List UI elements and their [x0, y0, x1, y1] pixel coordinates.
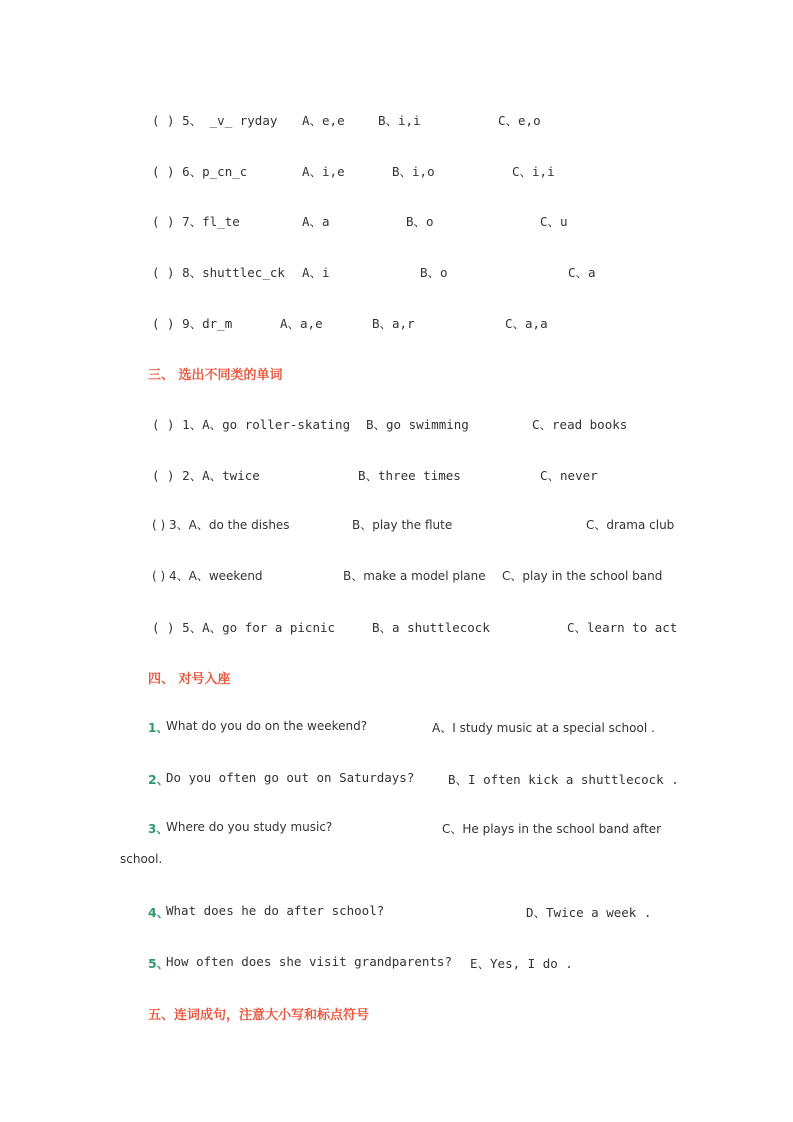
- question-text: ( ) 8、shuttlec_ck: [152, 265, 285, 280]
- question-text: What does he do after school?: [166, 903, 385, 918]
- table-row: [0, 567, 793, 587]
- section-heading: 四、 对号入座: [148, 672, 231, 687]
- question-text: ( ) 5、A、go for a picnic: [152, 620, 336, 635]
- option-b: B、make a model plane: [343, 569, 486, 583]
- option-a: A、a: [302, 214, 330, 229]
- option-a: A、i: [302, 265, 330, 280]
- question-text: ( ) 6、p_cn_c: [152, 164, 248, 179]
- item-number: 1、: [148, 721, 169, 735]
- option-b: B、i,o: [392, 164, 435, 179]
- item-number: 5、: [148, 956, 170, 971]
- answer-text: B、I often kick a shuttlecock .: [448, 772, 679, 787]
- question-text: What do you do on the weekend?: [166, 719, 368, 733]
- option-c: C、i,i: [512, 164, 555, 179]
- question-text: ( ) 9、dr_m: [152, 316, 233, 331]
- option-b: B、o: [406, 214, 434, 229]
- question-text: Where do you study music?: [166, 820, 333, 834]
- option-b: B、go swimming: [366, 417, 469, 432]
- list-item-continuation: [0, 852, 793, 872]
- item-number: 2、: [148, 772, 170, 787]
- option-c: C、drama club: [586, 518, 675, 532]
- option-b: B、play the flute: [352, 518, 453, 532]
- table-row: [0, 212, 793, 232]
- question-text: ( ) 1、A、go roller-skating: [152, 417, 351, 432]
- option-b: B、i,i: [378, 113, 421, 128]
- list-item: [0, 770, 793, 790]
- list-item: [0, 719, 793, 739]
- table-row: [0, 415, 793, 435]
- table-row: [0, 263, 793, 283]
- option-a: A、a,e: [280, 316, 323, 331]
- answer-text: E、Yes, I do .: [470, 956, 573, 971]
- answer-text: A、I study music at a special school .: [432, 721, 655, 735]
- option-b: B、a shuttlecock: [372, 620, 490, 635]
- option-c: C、a,a: [505, 316, 548, 331]
- option-c: C、a: [568, 265, 596, 280]
- list-item: [0, 820, 793, 840]
- question-text: ( ) 4、A、weekend: [152, 569, 263, 583]
- option-c: C、never: [540, 468, 598, 483]
- option-a: A、e,e: [302, 113, 345, 128]
- table-row: [0, 618, 793, 638]
- section-heading: 五、连词成句，注意大小写和标点符号: [148, 1008, 370, 1023]
- item-number: 3、: [148, 822, 169, 836]
- table-row: [0, 314, 793, 334]
- option-b: B、o: [420, 265, 448, 280]
- option-c: C、e,o: [498, 113, 541, 128]
- question-text: ( ) 2、A、twice: [152, 468, 260, 483]
- option-c: C、u: [540, 214, 568, 229]
- option-c: C、learn to act: [567, 620, 678, 635]
- question-text: ( ) 3、A、do the dishes: [152, 518, 290, 532]
- question-text: Do you often go out on Saturdays?: [166, 770, 415, 785]
- question-text: How often does she visit grandparents?: [166, 954, 452, 969]
- item-number: 4、: [148, 905, 170, 920]
- answer-text: D、Twice a week .: [526, 905, 652, 920]
- list-item: [0, 954, 793, 974]
- answer-continuation: school.: [120, 852, 163, 866]
- section-heading: 三、 选出不同类的单词: [148, 368, 283, 383]
- option-b: B、a,r: [372, 316, 415, 331]
- question-text: ( ) 5、 _v_ ryday: [152, 113, 278, 128]
- table-row: [0, 466, 793, 486]
- table-row: [0, 111, 793, 131]
- option-c: C、play in the school band: [502, 569, 663, 583]
- table-row: [0, 516, 793, 536]
- option-b: B、three times: [358, 468, 461, 483]
- answer-text: C、He plays in the school band after: [442, 822, 662, 836]
- option-c: C、read books: [532, 417, 628, 432]
- table-row: [0, 162, 793, 182]
- option-a: A、i,e: [302, 164, 345, 179]
- list-item: [0, 903, 793, 923]
- question-text: ( ) 7、fl_te: [152, 214, 240, 229]
